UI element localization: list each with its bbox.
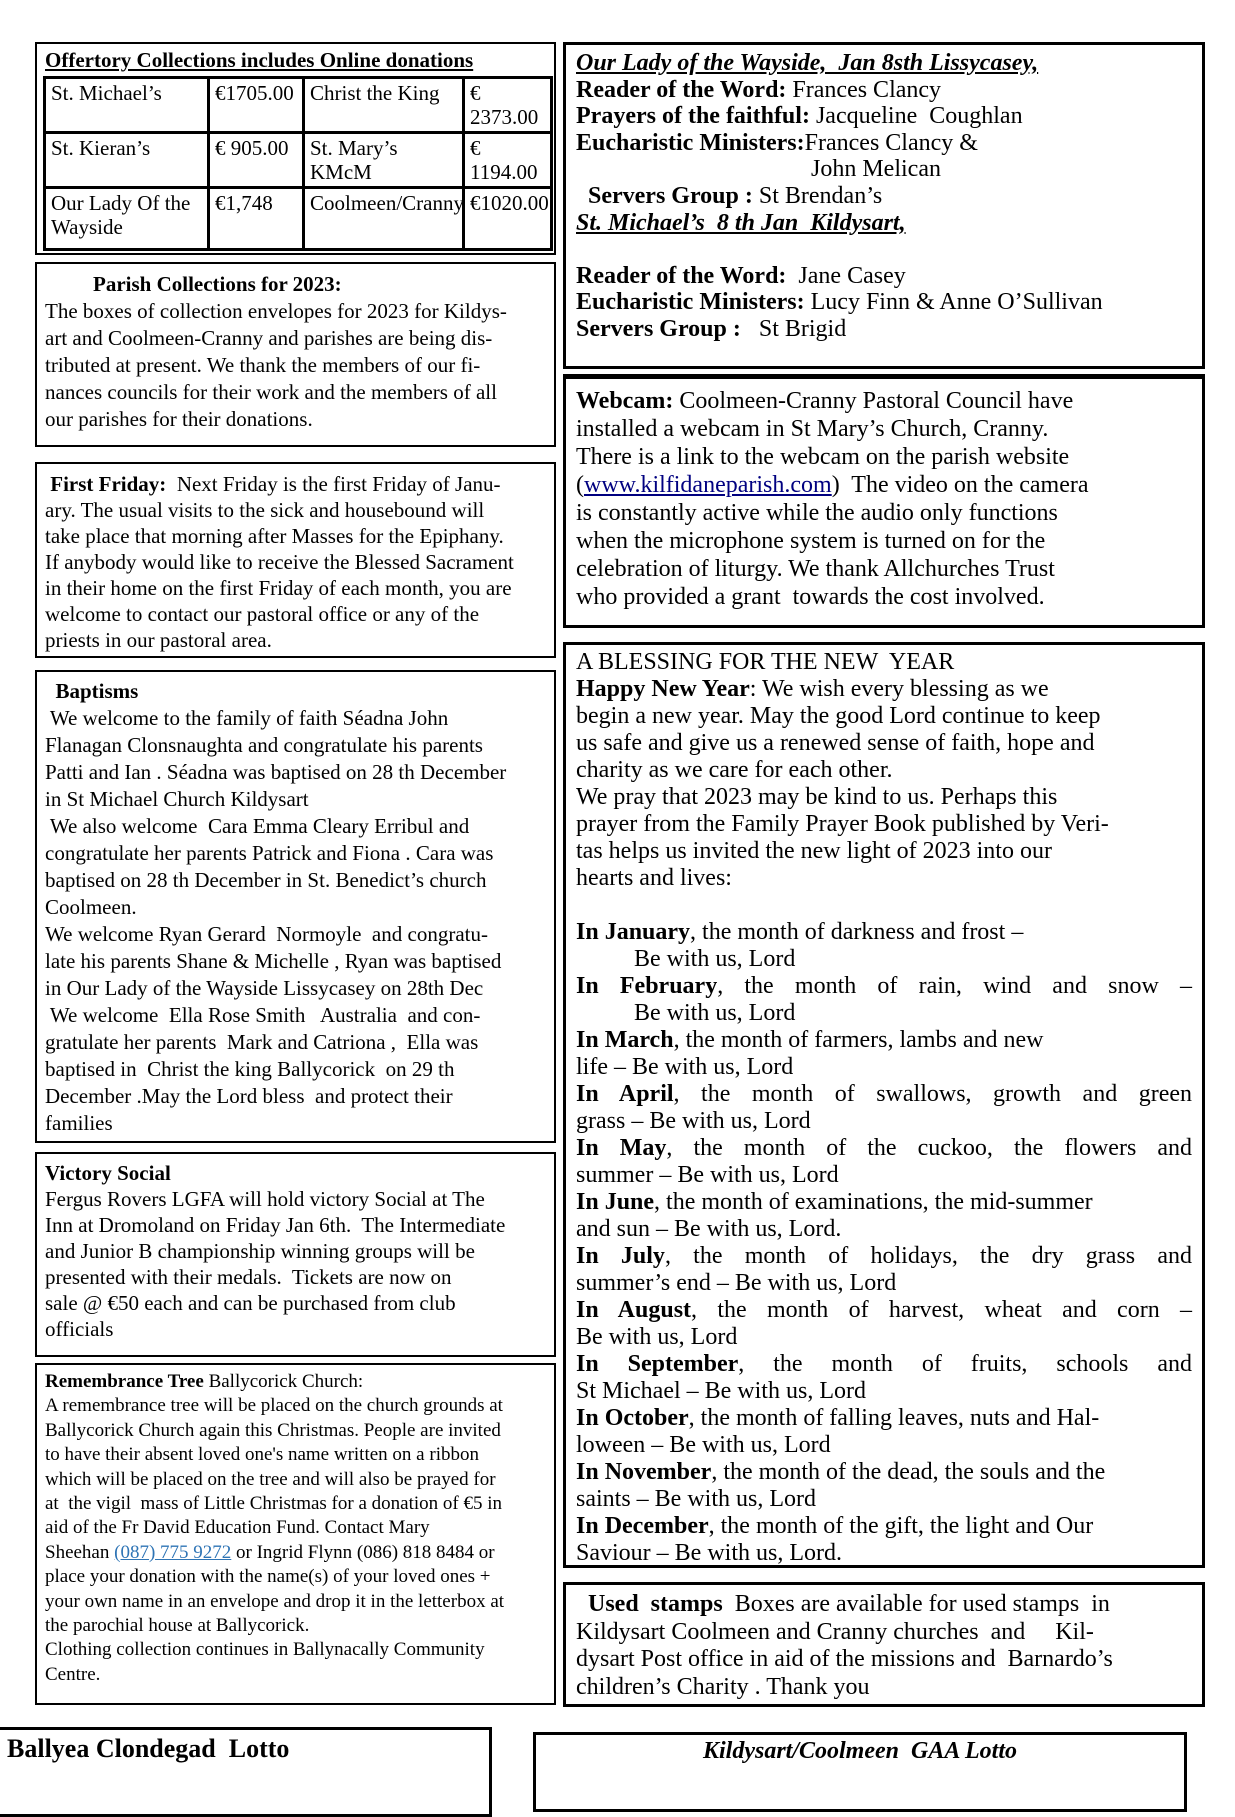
text-run: baptised on 28 th December in St. Benedict’s church [45,868,487,892]
text-line [576,1108,1192,1135]
text-line [576,1459,1192,1486]
text-run: Jane Casey [798,262,906,289]
text-run: when the microphone system is turned on for the [576,528,1046,554]
text-line [576,316,1192,343]
remembrance-tree-box [35,1363,556,1705]
text-run: In August [576,1297,692,1323]
text-line [45,1002,546,1029]
text-run: St. Michael’s 8 th Jan Kildysart, [576,209,906,236]
text-line [576,1081,1192,1108]
text-run: Inn at Dromoland on Friday Jan 6th. The Intermediate [45,1213,506,1237]
text-run: Used stamps [576,1591,735,1617]
text-run: ( [576,472,584,498]
text-line [576,1486,1192,1513]
text-run: our parishes for their donations. [45,407,313,431]
text-line [576,289,1192,316]
victory-social-box [35,1152,556,1357]
amount-cell: € 905.00 [209,133,304,188]
text-run: officials [45,1317,114,1341]
table-row [45,133,552,188]
text-line [576,1270,1192,1297]
text-line [576,811,1192,838]
text-run: Saviour – Be with us, Lord. [576,1540,842,1566]
text-run: , the month of the gift, the light and Our [708,1513,1094,1539]
text-line [576,757,1192,784]
text-run: welcome to contact our pastoral office or any of the [45,602,480,626]
web-link[interactable]: www.kilfidaneparish.com [584,472,832,498]
text-run: saints – Be with us, Lord [576,1486,816,1512]
text-line [45,1468,546,1492]
text-run: First Friday: [45,472,167,496]
text-run: , the month of the cuckoo, the flowers and [666,1135,1192,1161]
text-line [576,499,1192,527]
text-run: , the month of examinations, the mid-summer [654,1189,1093,1215]
text-run: installed a webcam in St Mary’s Church, Cranny. [576,416,1049,442]
lotto-title: Kildysart/Coolmeen GAA Lotto [702,1738,1018,1764]
text-line [576,649,1192,676]
text-run: In January [576,919,691,945]
text-line [45,1638,546,1662]
text-run: St Brendan’s [758,182,883,209]
offertory-table [43,76,553,251]
text-run: , the month of rain, wind and snow – [717,973,1193,999]
text-run: Webcam: [576,388,680,414]
text-run: hearts and lives: [576,865,732,891]
text-run: summer’s end – Be with us, Lord [576,1270,897,1296]
text-line [576,1591,1192,1619]
text-line [576,183,1192,210]
text-run: We welcome to the family of faith Séadna John [45,706,449,730]
text-line [576,387,1192,415]
text-line [576,919,1192,946]
text-run: In June [576,1189,655,1215]
text-run: Reader of the Word: [576,262,799,289]
text-line [45,867,546,894]
text-run: St Michael – Be with us, Lord [576,1378,866,1404]
amount-cell: €1705.00 [209,78,304,133]
text-run: Clothing collection continues in Ballynacally Community [45,1639,485,1661]
offertory-title: Offertory Collections includes Online donations [45,48,474,72]
text-run: If anybody would like to receive the Blessed Sacrament [45,550,514,574]
text-run: who provided a grant towards the cost involved. [576,584,1045,610]
text-run: Frances Clancy [792,76,942,103]
text-run: the parochial house at Ballycorick. [45,1615,310,1637]
text-run: We also welcome Cara Emma Cleary Erribul and [45,814,470,838]
text-line [576,1297,1192,1324]
text-run: aid of the Fr David Education Fund. Contact Mary [45,1517,430,1539]
text-run: , the month of fruits, schools and [738,1351,1193,1377]
text-line [45,1186,546,1212]
text-run: art and Coolmeen-Cranny and parishes are being dis- [45,326,493,350]
text-run: Be with us, Lord [634,946,796,972]
amount-cell: € 1194.00 [464,133,552,188]
text-line [576,1674,1192,1702]
text-line [45,1663,546,1687]
text-run: and Junior B championship winning groups will be [45,1239,475,1263]
text-line [576,103,1192,130]
text-run: is constantly active while the audio only functions [576,500,1058,526]
text-line [45,1370,546,1394]
text-run: to have their absent loved one's name written on a ribbon [45,1444,479,1466]
text-line [45,840,546,867]
text-run: Centre. [45,1663,101,1685]
text-run: which will be placed on the tree and will also be prayed for [45,1468,496,1490]
text-line [576,50,1192,77]
text-run: In February [576,973,718,999]
text-run: Parish Collections for 2023: [93,272,342,296]
text-run: In March [576,1027,674,1053]
text-run: , the month of harvest, wheat and corn – [691,1297,1192,1323]
webcam-box [563,374,1205,628]
text-line [576,236,1192,263]
church-cell: Christ the King [304,78,464,133]
amount-cell: €1,748 [209,188,304,250]
church-cell: Our Lady Of the Wayside [45,188,209,250]
text-line [45,705,546,732]
text-run: A remembrance tree will be placed on the church grounds at [45,1395,503,1417]
text-run: There is a link to the webcam on the parish website [576,444,1070,470]
text-run: Kildysart Coolmeen and Cranny churches and Kil- [576,1618,1094,1645]
text-line [576,838,1192,865]
text-run: Jacqueline Coughlan [815,103,1023,130]
text-line [45,894,546,921]
text-run: Frances Clancy & [804,129,978,156]
mass-rota-box [563,42,1205,369]
text-line [45,497,546,523]
text-run: congratulate her parents Patrick and Fiona . Cara was [45,841,494,865]
text-line [576,1054,1192,1081]
text-run: , the month of holidays, the dry grass and [664,1243,1193,1269]
text-line [45,1614,546,1638]
text-line [576,1135,1192,1162]
table-row [45,78,552,133]
text-line [45,1565,546,1589]
text-line [576,415,1192,443]
text-line [45,1264,546,1290]
text-run: tas helps us invited the new light of 2023 into our [576,838,1052,864]
text-line [45,1516,546,1540]
church-cell: St. Michael’s [45,78,209,133]
text-line [45,1056,546,1083]
text-run: summer – Be with us, Lord [576,1162,839,1188]
text-line [576,583,1192,611]
text-line [45,678,546,705]
text-run: We welcome Ryan Gerard Normoyle and congratu- [45,922,488,946]
text-run: ary. The usual visits to the sick and housebound will [45,498,485,522]
text-line [45,1212,546,1238]
text-line [576,784,1192,811]
text-line [576,210,1192,237]
text-line [45,732,546,759]
text-run: nances councils for their work and the members of all [45,380,497,404]
text-run: Victory Social [45,1161,171,1185]
text-line [576,77,1192,104]
text-run: or Ingrid Flynn (086) 818 8484 or [231,1541,495,1563]
kildysart-coolmeen-gaa-lotto-box [533,1732,1187,1812]
text-line [45,627,546,653]
text-line [576,263,1192,290]
text-run: Lucy Finn & Anne O’Sullivan [810,289,1103,316]
text-line [576,1000,1192,1027]
offertory-collections-box [35,42,556,255]
text-line [45,1290,546,1316]
text-run: We welcome Ella Rose Smith Australia and con- [45,1003,481,1027]
text-run: gratulate her parents Mark and Catriona , Ella was [45,1030,479,1054]
text-line [576,1216,1192,1243]
text-line [45,1160,546,1186]
text-line [45,601,546,627]
text-run: , the month of darkness and frost – [690,919,1024,945]
text-line [576,946,1192,973]
text-line [576,1243,1192,1270]
text-run: baptised in Christ the king Ballycorick on 29 th [45,1057,455,1081]
text-run: Be with us, Lord [576,1324,738,1350]
text-run: We pray that 2023 may be kind to us. Perhaps this [576,784,1058,810]
text-run: charity as we care for each other. [576,757,893,783]
text-run: life – Be with us, Lord [576,1054,794,1080]
text-run: Prayers of the faithful: [576,103,816,130]
text-run: children’s Charity . Thank you [576,1673,870,1700]
text-run: Ballycorick Church: [208,1371,364,1392]
text-run: Next Friday is the first Friday of Janu- [166,472,501,496]
text-line [576,1162,1192,1189]
text-run: prayer from the Family Prayer Book published by Veri- [576,811,1109,837]
text-run: Servers Group : [576,315,759,342]
text-run: and sun – Be with us, Lord. [576,1216,842,1242]
text-run: , the month of falling leaves, nuts and Hal- [688,1405,1100,1431]
text-run: in their home on the first Friday of each month, you are [45,576,512,600]
text-run: priests in our pastoral area. [45,628,272,652]
text-run: In October [576,1405,689,1431]
text-run: grass – Be with us, Lord [576,1108,811,1134]
text-line [45,549,546,575]
text-run: The boxes of collection envelopes for 2023 for Kildys- [45,299,507,323]
text-line [45,1443,546,1467]
text-line [45,325,546,352]
amount-cell: € 2373.00 [464,78,552,133]
text-run: sale @ €50 each and can be purchased from club [45,1291,456,1315]
text-line [576,1351,1192,1378]
text-run: Sheehan [45,1541,115,1563]
lotto-title: Ballyea Clondegad Lotto [7,1734,290,1763]
text-line [45,471,546,497]
text-run: your own name in an envelope and drop it in the letterbox at [45,1590,505,1612]
text-run: loween – Be with us, Lord [576,1432,831,1458]
text-line [576,527,1192,555]
text-run: Boxes are available for used stamps in [734,1591,1110,1617]
text-line [576,443,1192,471]
text-line [45,406,546,433]
text-run: Coolmeen-Cranny Pastoral Council have [679,388,1074,414]
text-run: In December [576,1513,709,1539]
parish-collections-box [35,262,556,447]
church-cell: St. Mary’s KMcM [304,133,464,188]
text-line [576,676,1192,703]
text-run: Remembrance Tree [45,1371,209,1392]
text-run: In April [576,1081,674,1107]
text-line [45,1029,546,1056]
text-line [576,703,1192,730]
text-line [45,575,546,601]
text-run: Reader of the Word: [576,76,793,103]
text-run: in St Michael Church Kildysart [45,787,309,811]
text-run: Coolmeen. [45,895,137,919]
text-line [576,1324,1192,1351]
text-line [45,1541,546,1565]
text-run: take place that morning after Masses for the Epiphany. [45,524,504,548]
text-line [576,1378,1192,1405]
text-line [576,1432,1192,1459]
text-line [576,1189,1192,1216]
baptisms-box [35,670,556,1143]
text-run: December .May the Lord bless and protect their [45,1084,453,1108]
text-line [576,1619,1192,1647]
text-run: ) The video on the camera [831,472,1089,498]
text-run: In July [576,1243,665,1269]
text-run: presented with their medals. Tickets are now on [45,1265,452,1289]
text-line [45,948,546,975]
text-run: dysart Post office in aid of the missions and Barnardo’s [576,1646,1113,1672]
ballyea-clondegad-lotto-box [0,1727,492,1817]
new-year-blessing-box [563,642,1205,1568]
text-run: Servers Group : [576,182,759,209]
text-run: Happy New Year [576,676,750,702]
text-run: late his parents Shane & Michelle , Ryan was baptised [45,949,502,973]
text-line [45,298,546,325]
used-stamps-box [563,1582,1205,1707]
amount-cell: €1020.00 [464,188,552,250]
text-run: Be with us, Lord [634,1000,796,1026]
text-run: at the vigil mass of Little Christmas for a donation of €5 in [45,1493,502,1515]
text-run: Flanagan Clonsnaughta and congratulate his parents [45,733,483,757]
text-line [45,759,546,786]
first-friday-box [35,462,556,658]
text-run: place your donation with the name(s) of your loved ones + [45,1566,491,1588]
text-run: In November [576,1459,712,1485]
text-line [45,975,546,1002]
text-line [45,379,546,406]
text-line [576,1405,1192,1432]
text-line [576,156,1192,183]
text-run: in Our Lady of the Wayside Lissycasey on 28th Dec [45,976,484,1000]
text-run: A BLESSING FOR THE NEW YEAR [576,649,955,675]
text-line [45,1083,546,1110]
text-line [576,892,1192,919]
text-line [576,973,1192,1000]
text-line [45,352,546,379]
text-run: begin a new year. May the good Lord continue to keep [576,703,1101,729]
text-run: Baptisms [45,679,139,703]
text-run: In September [576,1351,739,1377]
text-line [576,1540,1192,1567]
text-line [576,865,1192,892]
text-run: Fergus Rovers LGFA will hold victory Social at The [45,1187,485,1211]
text-run: : We wish every blessing as we [749,676,1049,702]
church-cell: Coolmeen/Cranny [304,188,464,250]
text-run: families [45,1111,113,1135]
text-line [45,1110,546,1137]
text-run: celebration of liturgy. We thank Allchurches Trust [576,556,1055,582]
text-line [576,1513,1192,1540]
text-line [45,1394,546,1418]
text-line [45,1238,546,1264]
text-run: , the month of farmers, lambs and new [673,1027,1044,1053]
text-run: Our Lady of the Wayside, Jan 8sth Lissycasey, [576,50,1039,76]
phone-link[interactable]: (087) 775 9272 [114,1541,232,1563]
text-run: Patti and Ian . Séadna was baptised on 28 th December [45,760,507,784]
text-line [576,555,1192,583]
text-run: Ballycorick Church again this Christmas. People are invited [45,1419,501,1441]
text-run: Eucharistic Ministers: [576,289,811,316]
text-line [45,271,546,298]
text-line [45,1492,546,1516]
text-line [576,471,1192,499]
text-line [45,813,546,840]
text-line [45,1590,546,1614]
text-run: St Brigid [758,315,847,342]
text-line [45,1419,546,1443]
text-run: John Melican [811,156,941,183]
church-cell: St. Kieran’s [45,133,209,188]
text-line [45,523,546,549]
text-run: , the month of the dead, the souls and the [711,1459,1106,1485]
text-run: tributed at present. We thank the members of our fi- [45,353,481,377]
table-row [45,188,552,250]
text-line [576,1027,1192,1054]
text-line [45,786,546,813]
text-run: Eucharistic Ministers: [576,129,805,156]
text-run: In May [576,1135,667,1161]
text-run: , the month of swallows, growth and green [673,1081,1193,1107]
text-line [576,730,1192,757]
text-line [45,1316,546,1342]
text-line [576,1646,1192,1674]
text-line [576,130,1192,157]
text-line [45,921,546,948]
text-run: us safe and give us a renewed sense of faith, hope and [576,730,1095,756]
